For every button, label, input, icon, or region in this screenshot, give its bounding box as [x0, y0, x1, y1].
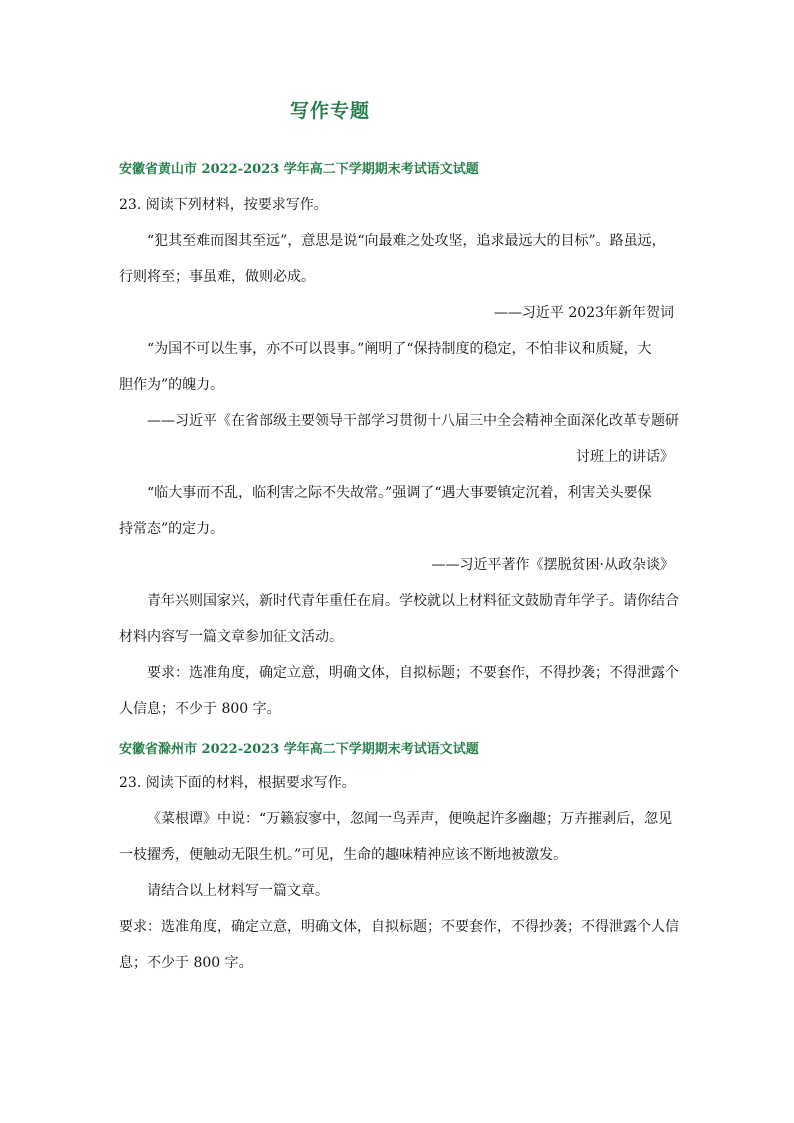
section-heading-chuzhou: 安徽省滁州市 2022-2023 学年高二下学期期末考试语文试题: [119, 742, 479, 757]
material-paragraph: “为国不可以生事，亦不可以畏事。”阐明了“保持制度的稳定，不怕非议和质疑，大: [147, 341, 652, 357]
task-paragraph: 材料内容写一篇文章参加征文活动。: [119, 629, 343, 645]
page-title: 写作专题: [290, 100, 371, 122]
material-source: 讨班上的讲话》: [576, 449, 674, 465]
material-paragraph: 持常态”的定力。: [119, 521, 225, 537]
task-paragraph: 青年兴则国家兴，新时代青年重任在肩。学校就以上材料征文鼓励青年学子。请你结合: [147, 593, 679, 609]
material-paragraph: “犯其至难而图其至远”，意思是说“向最难之处攻坚，追求最远大的目标”。路虽远，: [147, 233, 666, 249]
material-paragraph: 《菜根谭》中说：“万籁寂寥中，忽闻一鸟弄声，便唤起许多幽趣；万卉摧剥后，忽见: [147, 811, 673, 827]
material-paragraph: 一枝擢秀，便触动无限生机。”可见，生命的趣味精神应该不断地被激发。: [119, 847, 568, 863]
requirement-paragraph: 人信息；不少于 800 字。: [119, 701, 281, 717]
requirement-paragraph: 息；不少于 800 字。: [119, 955, 253, 971]
material-paragraph: 行则将至；事虽难，做则必成。: [119, 269, 315, 285]
requirement-paragraph: 要求：选准角度，确定立意，明确文体，自拟标题；不要套作，不得抄袭；不得泄露个人信: [119, 919, 679, 935]
question-prompt: 23. 阅读下列材料，按要求写作。: [119, 197, 328, 213]
question-prompt: 23. 阅读下面的材料，根据要求写作。: [119, 775, 356, 791]
material-source: ——习近平著作《摆脱贫困·从政杂谈》: [431, 557, 674, 573]
material-source: ——习近平 2023年新年贺词: [493, 305, 674, 321]
material-paragraph: “临大事而不乱，临利害之际不失故常。”强调了“遇大事要镇定沉着，利害关头要保: [147, 485, 652, 501]
section-heading-huangshan: 安徽省黄山市 2022-2023 学年高二下学期期末考试语文试题: [119, 162, 479, 177]
task-paragraph: 请结合以上材料写一篇文章。: [147, 883, 329, 899]
requirement-paragraph: 要求：选准角度，确定立意，明确文体，自拟标题；不要套作，不得抄袭；不得泄露个: [147, 665, 679, 681]
material-paragraph: 胆作为”的魄力。: [119, 377, 225, 393]
material-source: ——习近平《在省部级主要领导干部学习贯彻十八届三中全会精神全面深化改革专题研: [147, 413, 679, 429]
